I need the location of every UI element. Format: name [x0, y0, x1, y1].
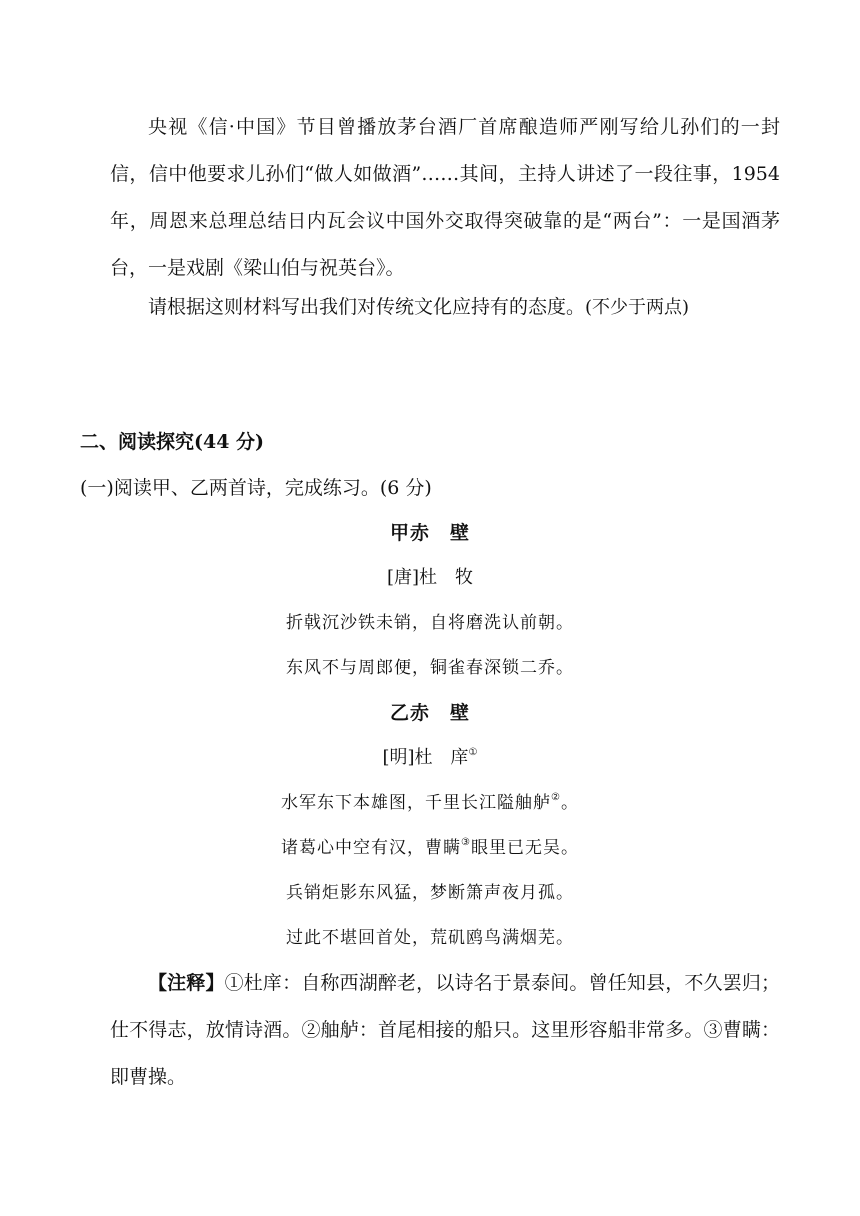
poem-a-line-2: 东风不与周郎便，铜雀春深锁二乔。	[286, 658, 574, 678]
poem-b-title: 乙赤 壁	[389, 702, 470, 724]
footnote-mark-1: ①	[468, 747, 478, 758]
intro-paragraph	[110, 104, 780, 292]
question-paragraph	[110, 284, 780, 331]
poem-a-title: 甲赤 壁	[389, 522, 470, 544]
section-heading: 二、阅读探究(44 分)	[80, 431, 265, 453]
poem-b-line-1: 水军东下本雄图，千里长江隘舳舻②。	[281, 792, 579, 813]
footnote-mark-2: ②	[551, 792, 561, 803]
question-note: (不少于两点)	[585, 297, 690, 318]
poem-a-author: [唐]杜 牧	[386, 567, 474, 588]
sub-heading: (一)阅读甲、乙两首诗，完成练习。(6 分)	[80, 477, 432, 499]
poem-b-line-3: 兵销炬影东风猛，梦断箫声夜月孤。	[286, 883, 574, 903]
poem-b-line-2: 诸葛心中空有汉，曹瞒③眼里已无吴。	[281, 837, 579, 858]
poem-a-line-1: 折戟沉沙铁未销，自将磨洗认前朝。	[286, 613, 574, 633]
notes-label: 【注释】	[148, 972, 225, 994]
poem-b-line-4: 过此不堪回首处，荒矶鸥鸟满烟芜。	[286, 928, 574, 948]
footnote-mark-3: ③	[461, 837, 471, 848]
intro-text: 央视《信·中国》节目曾播放茅台酒厂首席酿造师严刚写给儿孙们的一封信，信中他要求儿孙们“做人如做酒”……其间，主持人讲述了一段往事，1954年，周恩来总理总结日内瓦会议中国外交取得突破靠的是“两台”：一是国酒茅台，一是戏剧《梁山伯与祝英台》。	[110, 116, 780, 279]
notes-paragraph	[110, 960, 780, 1101]
question-text: 请根据这则材料写出我们对传统文化应持有的态度。	[148, 296, 586, 318]
poem-b-author: [明]杜 庠①	[382, 747, 478, 768]
notes-text: ①杜庠：自称西湖醉老，以诗名于景泰间。曾任知县，不久罢归；仕不得志，放情诗酒。②舳舻：首尾相接的船只。这里形容船非常多。③曹瞒：即曹操。	[110, 972, 780, 1088]
